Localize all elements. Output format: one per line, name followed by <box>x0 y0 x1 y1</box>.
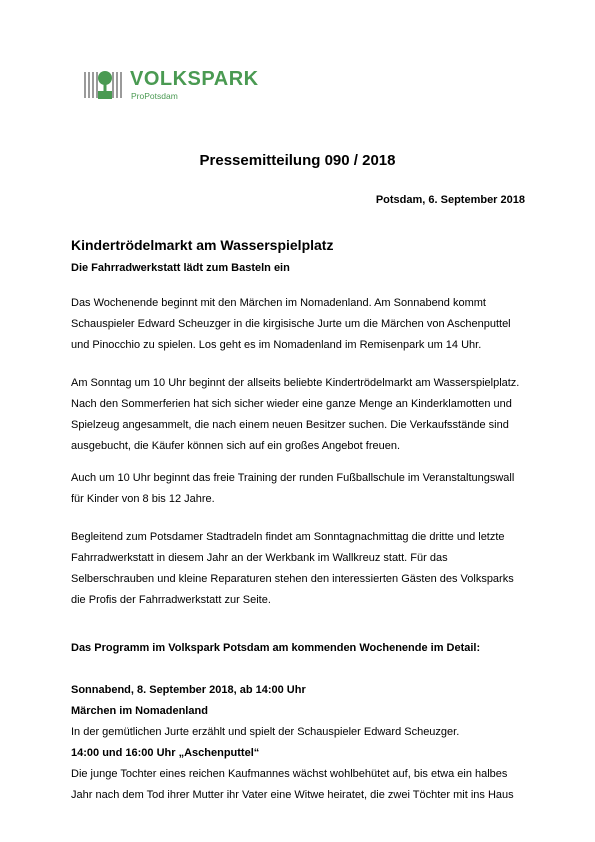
paragraph-4-line: Selberschrauben und kleine Reparaturen stehen den interessierten Gästen des Volksparks <box>71 573 514 585</box>
paragraph-4-line: die Profis der Fahrradwerkstatt zur Seite. <box>71 594 271 606</box>
paragraph-2-line: ausgebucht, die Käufer können sich auf ein großes Angebot freuen. <box>71 440 401 452</box>
program-heading: Das Programm im Volkspark Potsdam am kommenden Wochenende im Detail: <box>71 642 481 654</box>
event-text-line: Jahr nach dem Tod ihrer Mutter ihr Vater eine Witwe heiratet, die zwei Töchter mit ins Haus <box>71 789 514 801</box>
paragraph-2-line: Am Sonntag um 10 Uhr beginnt der allseits beliebte Kindertrödelmarkt am Wasserspielplatz. <box>71 377 520 389</box>
paragraph-1-line: Schauspieler Edward Scheuzger in die kirgisische Jurte um die Märchen von Aschenputtel <box>71 318 511 330</box>
event-title: Märchen im Nomadenland <box>71 705 208 717</box>
logo-wordmark: VOLKSPARK <box>130 68 259 90</box>
paragraph-2-line: Nach den Sommerferien hat sich sicher wieder eine ganze Menge an Kinderklamotten und <box>71 398 512 410</box>
paragraph-1-line: Das Wochenende beginnt mit den Märchen im Nomadenland. Am Sonnabend kommt <box>71 297 486 309</box>
press-release-title: Pressemitteilung 090 / 2018 <box>199 152 396 169</box>
day-heading: Sonnabend, 8. September 2018, ab 14:00 Uhr <box>71 684 306 696</box>
paragraph-1-line: und Pinocchio zu spielen. Los geht es im Nomadenland im Remisenpark um 14 Uhr. <box>71 339 482 351</box>
paragraph-4-line: Fahrradwerkstatt in diesem Jahr an der Werkbank im Wallkreuz statt. Für das <box>71 552 448 564</box>
volkspark-logo <box>82 66 259 106</box>
article-headline: Kindertrödelmarkt am Wasserspielplatz <box>71 237 334 253</box>
logo-tagline: ProPotsdam <box>131 91 178 101</box>
paragraph-2-line: Spielzeug angesammelt, die nach einem neuen Besitzer suchen. Die Verkaufsstände sind <box>71 419 509 431</box>
event-showtime: 14:00 und 16:00 Uhr „Aschenputtel“ <box>71 747 260 759</box>
event-text-line: Die junge Tochter eines reichen Kaufmannes wächst wohlbehütet auf, bis etwa ein halbes <box>71 768 508 780</box>
dateline: Potsdam, 6. September 2018 <box>375 194 525 206</box>
park-emblem-icon <box>82 66 128 104</box>
article-subheadline: Die Fahrradwerkstatt lädt zum Basteln ein <box>71 262 290 274</box>
paragraph-3-line: Auch um 10 Uhr beginnt das freie Training der runden Fußballschule im Veranstaltungswall <box>71 472 515 484</box>
event-description: In der gemütlichen Jurte erzählt und spielt der Schauspieler Edward Scheuzger. <box>71 726 460 738</box>
paragraph-3-line: für Kinder von 8 bis 12 Jahre. <box>71 493 215 505</box>
paragraph-4-line: Begleitend zum Potsdamer Stadtradeln findet am Sonntagnachmittag die dritte und letzte <box>71 531 505 543</box>
